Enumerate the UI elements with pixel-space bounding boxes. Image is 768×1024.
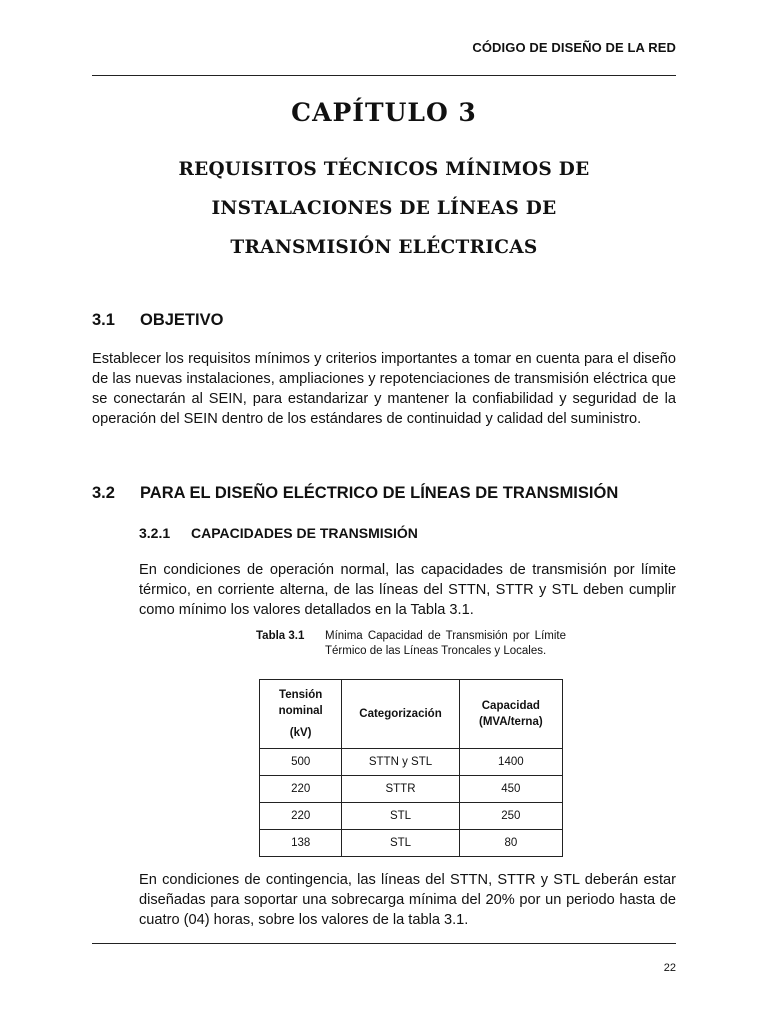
table-row	[260, 830, 563, 857]
subsection-title: CAPACIDADES DE TRANSMISIÓN	[191, 525, 418, 541]
page-number: 22	[663, 962, 676, 974]
cell-category: STTN y STL	[342, 749, 459, 776]
capacity-paragraph: En condiciones de operación normal, las capacidades de transmisión por límite térmico, en corriente alterna, de las líneas del STTN, STTR y STL deben cumplir como mínimo los valores detallados en la Tabla 3.1.	[139, 562, 676, 618]
cell-category: STL	[342, 803, 459, 830]
running-header: CÓDIGO DE DISEÑO DE LA RED	[472, 40, 676, 55]
header-text: (kV)	[289, 727, 312, 739]
section-heading-3-1	[92, 311, 223, 330]
capacity-table	[259, 679, 563, 857]
header-category: Categorización	[342, 680, 459, 749]
chapter-title-line: TRANSMISIÓN ELÉCTRICAS	[230, 237, 538, 258]
section-number: 3.1	[92, 311, 115, 329]
cell-capacity: 80	[459, 830, 562, 857]
footer-rule	[92, 943, 676, 944]
table-caption-label: Tabla 3.1	[256, 630, 305, 642]
section-number: 3.2	[92, 484, 115, 502]
cell-voltage: 500	[260, 749, 342, 776]
contingency-paragraph: En condiciones de contingencia, las líneas del STTN, STTR y STL deberán estar diseñadas para soportar una sobrecarga mínima del 20% por un periodo hasta de cuatro (04) horas, sobre los valores de la tabla 3.1.	[139, 872, 676, 928]
table-row	[260, 803, 563, 830]
header-text: Capacidad	[481, 700, 540, 712]
cell-voltage: 220	[260, 803, 342, 830]
table-caption	[256, 629, 566, 659]
cell-capacity: 450	[459, 776, 562, 803]
cell-voltage: 220	[260, 776, 342, 803]
table-row	[260, 776, 563, 803]
header-text: nominal	[278, 705, 323, 717]
subsection-number: 3.2.1	[139, 525, 171, 541]
section-title: OBJETIVO	[140, 311, 224, 329]
chapter-title-line: REQUISITOS TÉCNICOS MÍNIMOS DE	[178, 159, 590, 180]
table-caption-text: Mínima Capacidad de Transmisión por Límite Térmico de las Líneas Troncales y Locales.	[325, 630, 566, 657]
header-voltage	[260, 680, 342, 749]
cell-capacity: 250	[459, 803, 562, 830]
section-heading-3-2	[92, 484, 618, 503]
cell-voltage: 138	[260, 830, 342, 857]
header-rule	[92, 75, 676, 76]
chapter-title-line: INSTALACIONES DE LÍNEAS DE	[211, 198, 557, 219]
chapter-title	[120, 150, 648, 267]
table-row	[260, 749, 563, 776]
chapter-label: CAPÍTULO 3	[291, 98, 477, 127]
table-header-row	[260, 680, 563, 749]
objective-paragraph: Establecer los requisitos mínimos y criterios importantes a tomar en cuenta para el diseño de las nuevas instalaciones, ampliaciones y repotenciaciones de transmisión eléctrica que se conectarán al SEIN, para estandarizar y mantener la confiabilidad y seguridad de la operación del SEIN dentro de los estándares de continuidad y calidad del suministro.	[92, 351, 676, 427]
cell-capacity: 1400	[459, 749, 562, 776]
cell-category: STL	[342, 830, 459, 857]
cell-category: STTR	[342, 776, 459, 803]
header-capacity	[459, 680, 562, 749]
header-text: Tensión	[279, 689, 323, 701]
subsection-heading-3-2-1	[139, 525, 418, 541]
header-text: (MVA/terna)	[479, 716, 543, 728]
section-title: PARA EL DISEÑO ELÉCTRICO DE LÍNEAS DE TRANSMISIÓN	[140, 484, 619, 502]
